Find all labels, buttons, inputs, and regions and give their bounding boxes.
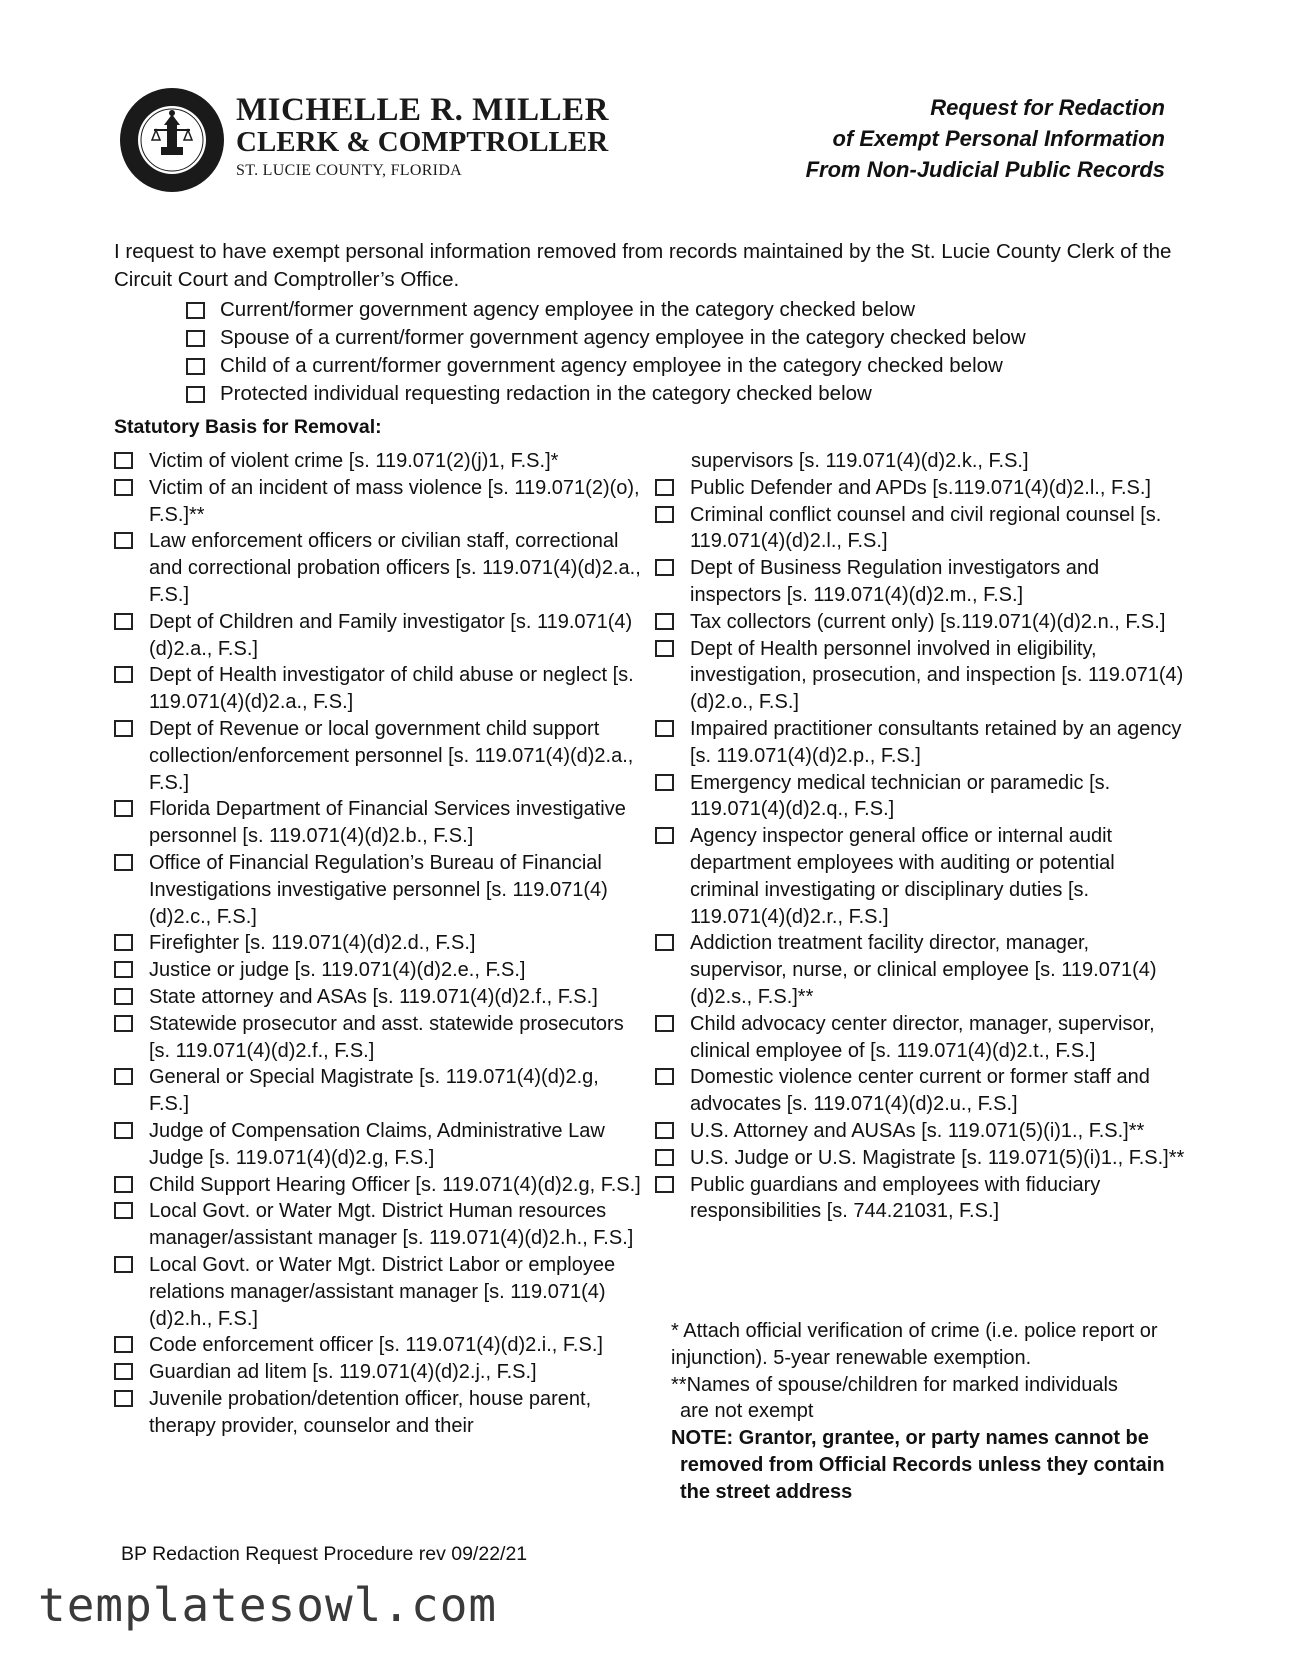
requester-option[interactable] — [186, 380, 1026, 408]
org-block — [236, 94, 609, 184]
note-spouse-children-cont: are not exempt — [680, 1400, 814, 1423]
checkbox[interactable] — [186, 330, 205, 347]
basis-label: Judge of Compensation Claims, Administrative Law Judge [s. 119.071(4)(d)2.g, F.S.] — [149, 1119, 605, 1169]
checkbox[interactable] — [114, 666, 133, 683]
basis-item[interactable] — [655, 1064, 1185, 1118]
basis-label: General or Special Magistrate [s. 119.071(4)(d)2.g, F.S.] — [149, 1066, 599, 1116]
basis-item[interactable] — [655, 609, 1185, 636]
basis-item[interactable] — [114, 1252, 644, 1332]
basis-label: Juvenile probation/detention officer, house parent, therapy provider, counselor and their — [149, 1387, 592, 1437]
checkbox[interactable] — [114, 1256, 133, 1273]
checkbox[interactable] — [114, 720, 133, 737]
checkbox[interactable] — [655, 479, 674, 496]
basis-label: Dept of Business Regulation investigators and inspectors [s. 119.071(4)(d)2.m., F.S.] — [690, 557, 1100, 606]
checkbox[interactable] — [114, 452, 133, 469]
basis-item[interactable] — [114, 1064, 644, 1118]
requester-option[interactable] — [186, 324, 1026, 352]
basis-label: Office of Financial Regulation’s Bureau of Financial Investigations investigative personnel [s. 119.071(4)(d)2.c., F.S.] — [149, 851, 608, 928]
org-name: MICHELLE R. MILLER — [236, 92, 609, 128]
basis-label: Public guardians and employees with fiduciary responsibilities [s. 744.21031, F.S.] — [690, 1173, 1101, 1223]
checkbox[interactable] — [655, 1015, 674, 1032]
basis-item[interactable] — [114, 662, 644, 716]
basis-item[interactable] — [114, 528, 644, 608]
checkbox[interactable] — [655, 934, 674, 951]
basis-item[interactable] — [114, 475, 644, 529]
form-title-line: Request for Redaction — [930, 95, 1165, 120]
basis-item[interactable] — [655, 716, 1185, 770]
checkbox[interactable] — [655, 613, 674, 630]
basis-item[interactable] — [114, 1198, 644, 1252]
checkbox[interactable] — [114, 1336, 133, 1353]
basis-item[interactable] — [114, 609, 644, 663]
basis-continuation: supervisors [s. 119.071(4)(d)2.k., F.S.] — [691, 450, 1029, 472]
basis-item[interactable] — [655, 636, 1185, 716]
form-title-line: of Exempt Personal Information — [832, 126, 1165, 151]
checkbox[interactable] — [114, 961, 133, 978]
checkbox[interactable] — [655, 1122, 674, 1139]
requester-option[interactable] — [186, 296, 1026, 324]
basis-item[interactable] — [114, 796, 644, 850]
checkbox[interactable] — [186, 358, 205, 375]
note-grantor: NOTE: Grantor, grantee, or party names cannot be — [671, 1427, 1149, 1450]
checkbox[interactable] — [655, 559, 674, 576]
basis-label: Statewide prosecutor and asst. statewide prosecutors [s. 119.071(4)(d)2.f., F.S.] — [149, 1012, 624, 1062]
basis-label: Tax collectors (current only) [s.119.071(4)(d)2.n., F.S.] — [690, 610, 1166, 633]
requester-option-label: Protected individual requesting redaction in the category checked below — [220, 382, 872, 405]
checkbox[interactable] — [186, 386, 205, 403]
basis-label: Local Govt. or Water Mgt. District Human resources manager/assistant manager [s. 119.071(4)(d)2.h., F.S.] — [149, 1200, 634, 1250]
form-title-line: From Non-Judicial Public Records — [805, 157, 1165, 182]
basis-label: U.S. Judge or U.S. Magistrate [s. 119.071(5)(i)1., F.S.]** — [690, 1146, 1185, 1169]
basis-label: State attorney and ASAs [s. 119.071(4)(d)2.f., F.S.] — [149, 985, 598, 1008]
checkbox[interactable] — [114, 1176, 133, 1193]
basis-item[interactable] — [655, 823, 1185, 930]
basis-item[interactable] — [114, 1386, 644, 1440]
requester-options — [186, 296, 1026, 408]
basis-label: Impaired practitioner consultants retained by an agency [s. 119.071(4)(d)2.p., F.S.] — [690, 717, 1182, 767]
checkbox[interactable] — [114, 479, 133, 496]
basis-label: Dept of Health personnel involved in eligibility, investigation, prosecution, and inspection [s. 119.071(4)(d)2.o., F.S.] — [690, 637, 1184, 714]
basis-item[interactable] — [114, 1011, 644, 1065]
basis-item[interactable] — [114, 448, 644, 475]
checkbox[interactable] — [655, 506, 674, 523]
basis-item[interactable] — [114, 984, 644, 1011]
watermark: templatesowl.com — [38, 1578, 498, 1632]
checkbox[interactable] — [655, 774, 674, 791]
note-spouse-children: **Names of spouse/children for marked individuals — [671, 1373, 1118, 1396]
basis-label: Justice or judge [s. 119.071(4)(d)2.e., F.S.] — [149, 959, 526, 982]
requester-option[interactable] — [186, 352, 1026, 380]
checkbox[interactable] — [114, 934, 133, 951]
basis-label: Agency inspector general office or internal audit department employees with auditing or potential criminal investigating or disciplinary duties [s. 119.071(4)(d)2.r., F.S.] — [690, 825, 1115, 928]
footer-revision: BP Redaction Request Procedure rev 09/22/21 — [121, 1543, 528, 1565]
basis-label: Child Support Hearing Officer [s. 119.071(4)(d)2.g, F.S.] — [149, 1173, 641, 1196]
basis-item[interactable] — [114, 850, 644, 930]
basis-label: Criminal conflict counsel and civil regional counsel [s. 119.071(4)(d)2.l., F.S.] — [690, 503, 1162, 553]
checkbox[interactable] — [655, 1176, 674, 1193]
basis-item[interactable] — [655, 1172, 1185, 1226]
basis-label: Local Govt. or Water Mgt. District Labor or employee relations manager/assistant manager [s. 119.071(4)(d)2.h., F.S.] — [149, 1253, 616, 1330]
basis-item[interactable] — [655, 1118, 1185, 1145]
left-column — [114, 448, 644, 1439]
basis-item[interactable] — [114, 716, 644, 796]
basis-item[interactable] — [114, 957, 644, 984]
note-grantor-cont: removed from Official Records unless they contain the street address — [680, 1453, 1165, 1503]
checkbox[interactable] — [114, 1015, 133, 1032]
requester-option-label: Current/former government agency employee in the category checked below — [220, 298, 916, 321]
statutory-heading: Statutory Basis for Removal: — [114, 416, 382, 438]
basis-label: Addiction treatment facility director, manager, supervisor, nurse, or clinical employee [s. 119.071(4)(d)2.s., F.S.]** — [690, 932, 1157, 1008]
basis-label: Public Defender and APDs [s.119.071(4)(d)2.l., F.S.] — [690, 476, 1151, 499]
right-column — [655, 448, 1185, 1225]
basis-label: Victim of violent crime [s. 119.071(2)(j)1, F.S.]* — [149, 450, 559, 472]
checkbox[interactable] — [655, 1149, 674, 1166]
basis-item[interactable] — [114, 1359, 644, 1386]
basis-item[interactable] — [114, 930, 644, 957]
basis-label: Firefighter [s. 119.071(4)(d)2.d., F.S.] — [149, 932, 476, 955]
basis-label: Domestic violence center current or former staff and advocates [s. 119.071(4)(d)2.u., F.S.] — [690, 1066, 1150, 1116]
checkbox[interactable] — [114, 854, 133, 871]
checkbox[interactable] — [114, 1390, 133, 1407]
basis-item[interactable] — [655, 475, 1185, 502]
note-verification: * Attach official verification of crime (i.e. police report or injunction). 5-year renewable exemption. — [671, 1320, 1158, 1369]
basis-label: Law enforcement officers or civilian staff, correctional and correctional probation officers [s. 119.071(4)(d)2.a., F.S.] — [149, 530, 641, 606]
org-title: CLERK & COMPTROLLER — [236, 126, 609, 158]
basis-item[interactable] — [114, 1332, 644, 1359]
basis-label: Child advocacy center director, manager, supervisor, clinical employee of [s. 119.071(4)(d)2.t., F.S.] — [690, 1012, 1155, 1062]
requester-option-label: Spouse of a current/former government agency employee in the category checked below — [220, 326, 1026, 349]
checkbox[interactable] — [655, 1068, 674, 1085]
checkbox[interactable] — [114, 532, 133, 549]
basis-item[interactable] — [655, 1011, 1185, 1065]
basis-item[interactable] — [114, 1172, 644, 1199]
checkbox[interactable] — [655, 827, 674, 844]
checkbox[interactable] — [186, 302, 205, 319]
basis-label: Victim of an incident of mass violence [s. 119.071(2)(o), F.S.]** — [149, 476, 640, 526]
org-location: ST. LUCIE COUNTY, FLORIDA — [236, 162, 463, 179]
basis-label: Code enforcement officer [s. 119.071(4)(d)2.i., F.S.] — [149, 1334, 603, 1357]
checkbox[interactable] — [114, 1363, 133, 1380]
basis-label: U.S. Attorney and AUSAs [s. 119.071(5)(i)1., F.S.]** — [690, 1119, 1145, 1142]
requester-option-label: Child of a current/former government agency employee in the category checked below — [220, 354, 1003, 377]
basis-label: Dept of Children and Family investigator [s. 119.071(4)(d)2.a., F.S.] — [149, 610, 633, 660]
basis-label: Dept of Health investigator of child abuse or neglect [s. 119.071(4)(d)2.a., F.S.] — [149, 664, 634, 714]
checkbox[interactable] — [655, 640, 674, 657]
basis-item[interactable] — [655, 770, 1185, 824]
basis-label: Dept of Revenue or local government child support collection/enforcement personnel [s. 119.071(4)(d)2.a., F.S.] — [149, 717, 634, 794]
basis-item[interactable] — [114, 1118, 644, 1172]
basis-item[interactable] — [655, 502, 1185, 556]
form-title — [806, 92, 1165, 185]
checkbox[interactable] — [114, 988, 133, 1005]
checkbox[interactable] — [114, 1122, 133, 1139]
basis-label: Guardian ad litem [s. 119.071(4)(d)2.j., F.S.] — [149, 1361, 537, 1384]
basis-item[interactable] — [655, 555, 1185, 609]
basis-item[interactable] — [655, 1145, 1185, 1172]
basis-label: Florida Department of Financial Services investigative personnel [s. 119.071(4)(d)2.b., F.S.] — [149, 798, 626, 848]
checkbox[interactable] — [114, 613, 133, 630]
intro-paragraph: I request to have exempt personal information removed from records maintained by the St. Lucie County Clerk of the Circuit Court and Comptroller’s Office. — [114, 240, 1172, 291]
checkbox[interactable] — [114, 800, 133, 817]
checkbox[interactable] — [114, 1202, 133, 1219]
clerk-seal-logo — [118, 86, 226, 194]
notes-block — [671, 1318, 1191, 1506]
checkbox[interactable] — [655, 720, 674, 737]
basis-label: Emergency medical technician or paramedic [s. 119.071(4)(d)2.q., F.S.] — [690, 771, 1111, 821]
basis-item[interactable] — [655, 930, 1185, 1010]
checkbox[interactable] — [114, 1068, 133, 1085]
